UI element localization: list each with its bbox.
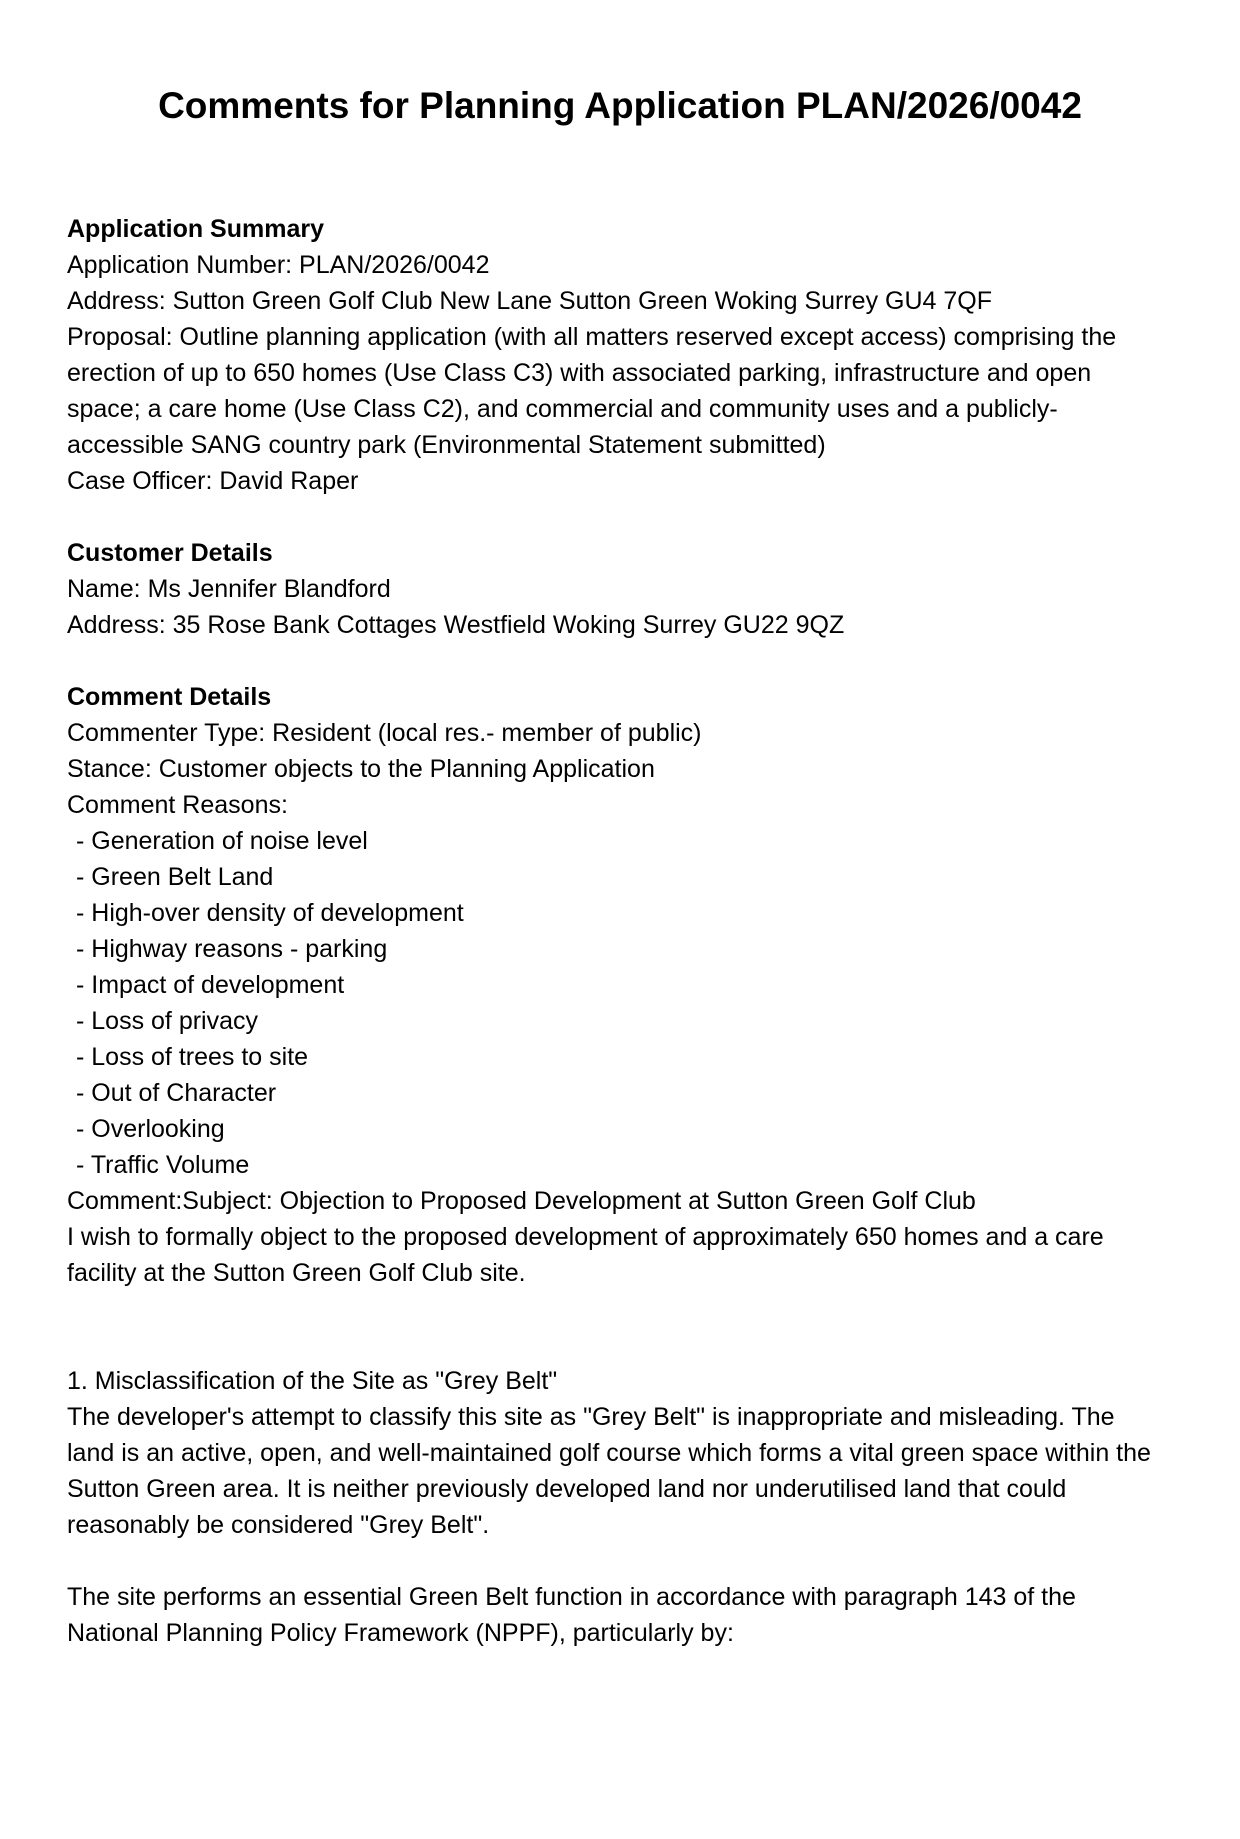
misclassification-heading-line: 1. Misclassification of the Site as "Grey Belt" (67, 1367, 558, 1395)
comment-reason-item: - Traffic Volume (76, 1151, 250, 1179)
customer-name-line: Name: Ms Jennifer Blandford (67, 575, 391, 603)
misclassification-body-line: land is an active, open, and well-maintained golf course which forms a vital green space within the (67, 1439, 1151, 1467)
comment-reason-item: - Highway reasons - parking (76, 935, 388, 963)
application-number-line: Application Number: PLAN/2026/0042 (67, 251, 490, 279)
comment-body-line: facility at the Sutton Green Golf Club site. (67, 1259, 526, 1287)
case-officer-line: Case Officer: David Raper (67, 467, 359, 495)
comment-reason-item: - Loss of privacy (76, 1007, 259, 1035)
application-summary-section (67, 211, 1173, 499)
nppf-paragraph (67, 1579, 1173, 1651)
misclassification-body-line: The developer's attempt to classify this site as "Grey Belt" is inappropriate and misleading. The (67, 1403, 1115, 1431)
misclassification-paragraph (67, 1363, 1173, 1543)
comment-details-heading: Comment Details (67, 683, 272, 711)
stance-line: Stance: Customer objects to the Planning Application (67, 755, 655, 783)
nppf-body-line: The site performs an essential Green Belt function in accordance with paragraph 143 of the (67, 1583, 1076, 1611)
comment-reason-item: - Green Belt Land (76, 863, 274, 891)
comment-subject-line: Comment:Subject: Objection to Proposed Development at Sutton Green Golf Club (67, 1187, 976, 1215)
comment-reasons-label: Comment Reasons: (67, 791, 288, 819)
comment-details-section (67, 679, 1173, 1291)
customer-details-heading: Customer Details (67, 539, 273, 567)
page-title: Comments for Planning Application PLAN/2026/0042 (158, 85, 1082, 126)
customer-details-section (67, 535, 1173, 643)
proposal-line: erection of up to 650 homes (Use Class C3) with associated parking, infrastructure and open (67, 359, 1092, 387)
comment-reason-item: - Out of Character (76, 1079, 277, 1107)
nppf-body-line: National Planning Policy Framework (NPPF), particularly by: (67, 1619, 734, 1647)
application-summary-heading: Application Summary (67, 215, 324, 243)
document-page (0, 84, 1240, 1651)
misclassification-body-line: Sutton Green area. It is neither previously developed land nor underutilised land that could (67, 1475, 1067, 1503)
comment-reason-item: - Overlooking (76, 1115, 225, 1143)
proposal-line: accessible SANG country park (Environmental Statement submitted) (67, 431, 826, 459)
comment-reason-item: - High-over density of development (76, 899, 464, 927)
proposal-line: Proposal: Outline planning application (with all matters reserved except access) comprising the (67, 323, 1117, 351)
customer-address-line: Address: 35 Rose Bank Cottages Westfield Woking Surrey GU22 9QZ (67, 611, 845, 639)
commenter-type-line: Commenter Type: Resident (local res.- member of public) (67, 719, 702, 747)
comment-reason-item: - Impact of development (76, 971, 345, 999)
comment-body-line: I wish to formally object to the proposed development of approximately 650 homes and a care (67, 1223, 1104, 1251)
comment-reason-item: - Generation of noise level (76, 827, 368, 855)
application-address-line: Address: Sutton Green Golf Club New Lane Sutton Green Woking Surrey GU4 7QF (67, 287, 992, 315)
comment-reason-item: - Loss of trees to site (76, 1043, 309, 1071)
proposal-line: space; a care home (Use Class C2), and commercial and community uses and a publicly- (67, 395, 1058, 423)
misclassification-body-line: reasonably be considered "Grey Belt". (67, 1511, 490, 1539)
